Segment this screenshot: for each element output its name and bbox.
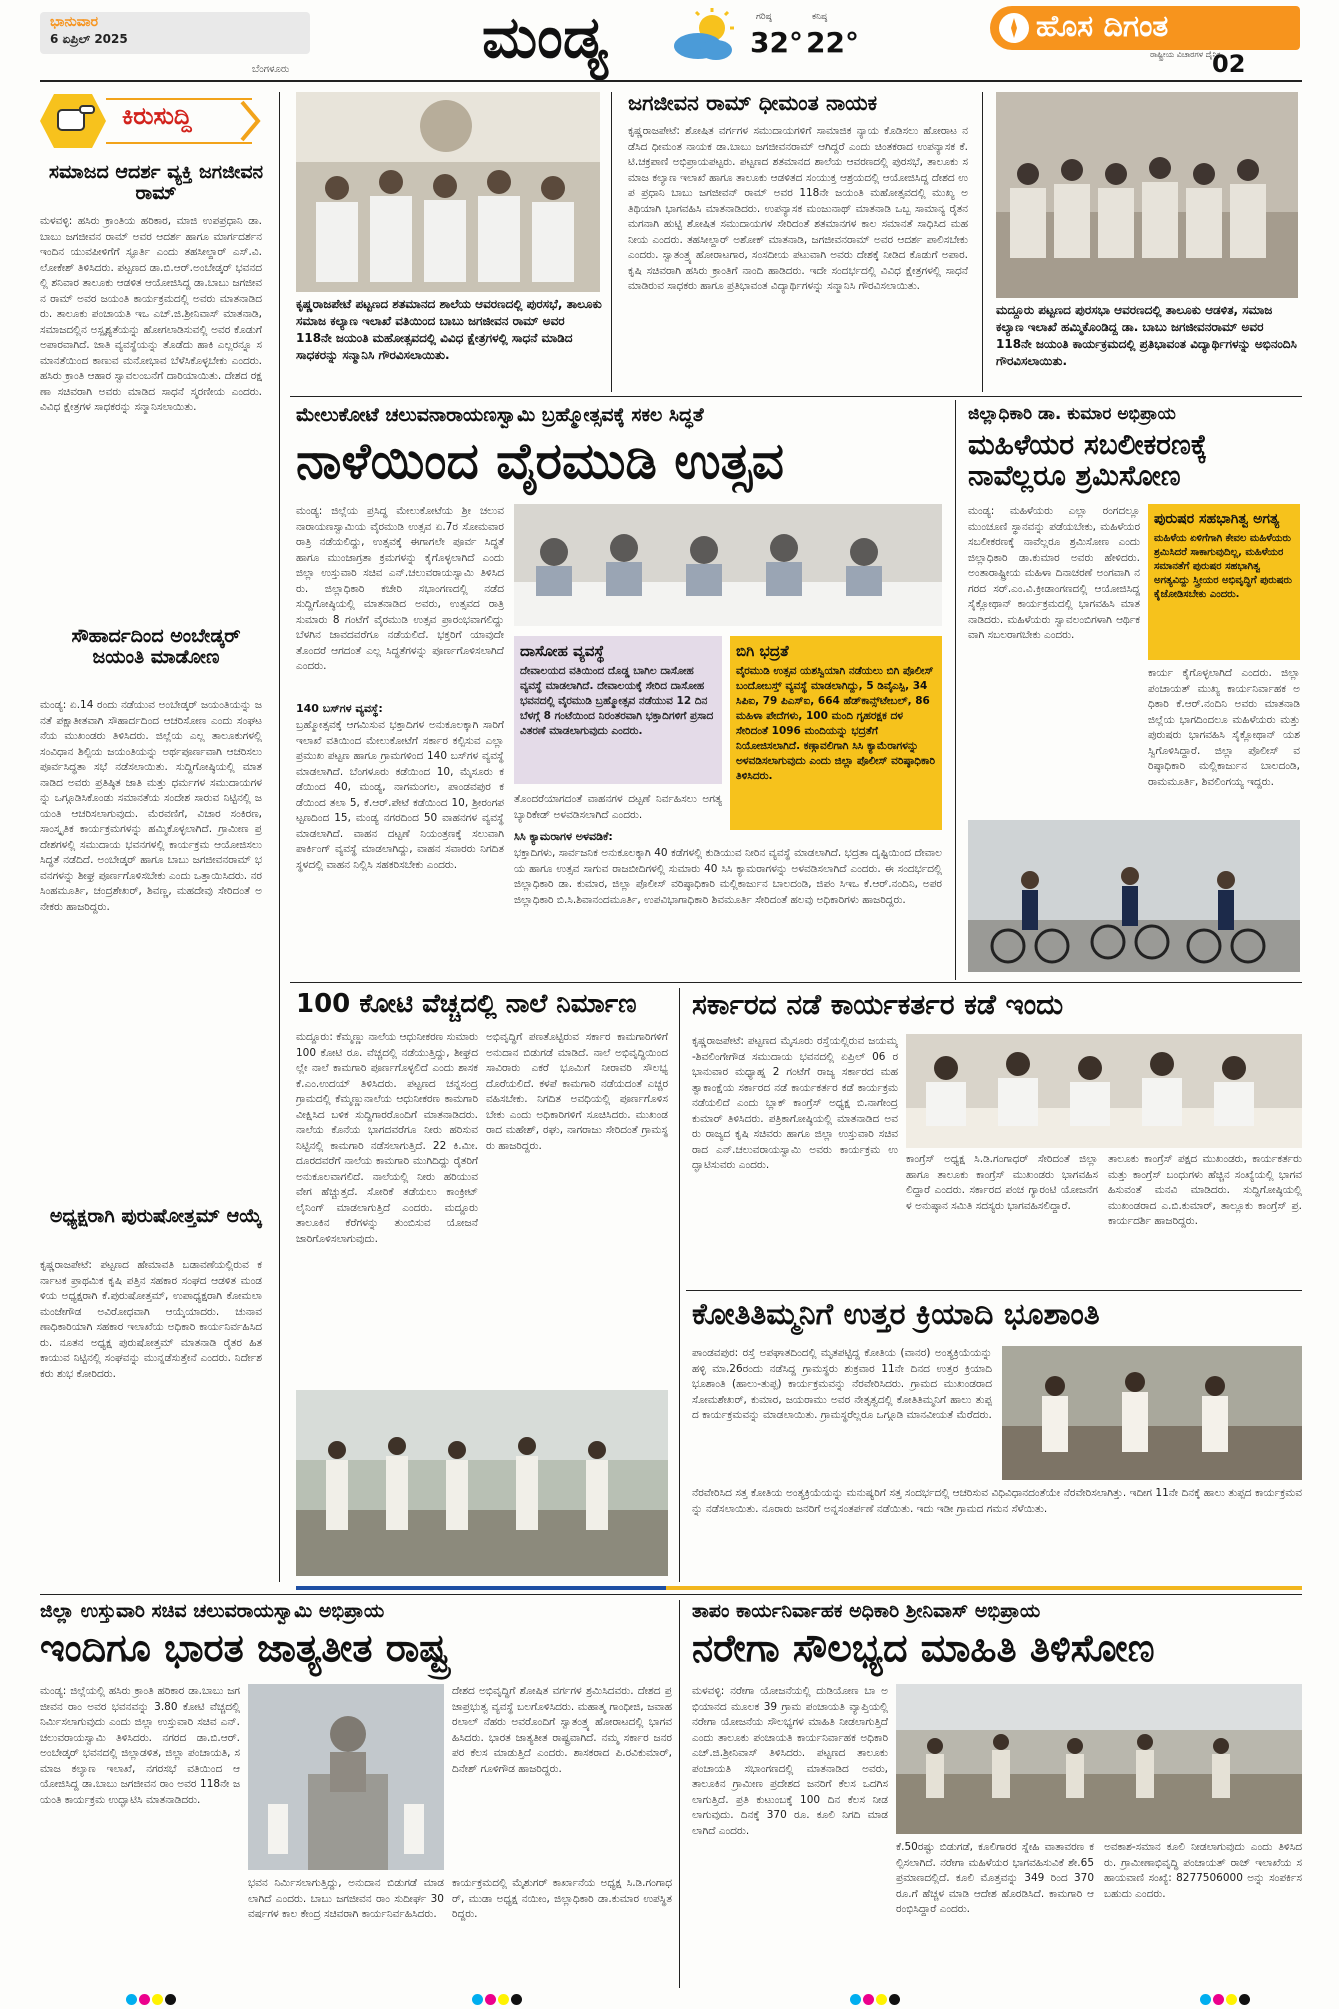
hosadiganta-logo-icon	[998, 12, 1030, 44]
top-row-bottom-rule	[290, 396, 1302, 397]
hand-pointing-icon	[40, 92, 106, 150]
chevron-right-icon	[240, 100, 262, 142]
bottom-row-top-rule	[40, 1594, 1302, 1595]
kirusuddi-story2-body: ಮಂಡ್ಯ: ಏ.14 ರಂದು ನಡೆಯುವ ಅಂಬೇಡ್ಕರ್ ಜಯಂತಿಯನ್ನು ಜನತೆ ಪಕ್ಷಾತೀತವಾಗಿ ಸೌಹಾರ್ದದಿಂದ ಆಚರಿಸೋಣ ಎಂದು ಸಂಘಟನೆಯ ಮುಖಂಡರು ತಿಳಿಸಿದರು. ಜಿಲ್ಲೆಯ ಎಲ್ಲ ತಾಲೂಕುಗಳಲ್ಲಿ ಸಂವಿಧಾನ ಶಿಲ್ಪಿಯ ಜಯಂತಿಯನ್ನು ಅರ್ಥಪೂರ್ಣವಾಗಿ ಆಚರಿಸಲು ಪೂರ್ವಸಿದ್ಧತಾ ಸಭೆ ನಡೆಸಲಾಯಿತು. ಸುದ್ದಿಗೋಷ್ಠಿಯಲ್ಲಿ ಮಾತನಾಡಿದ ಅವರು ಪ್ರತಿಷ್ಠಿತ ಜಾತಿ ಮತ್ತು ಧರ್ಮಗಳ ಸಮುದಾಯಗಳನ್ನು ಒಗ್ಗೂಡಿಸಿಕೊಂಡು ಸಮಾನತೆಯ ಸಂದೇಶ ಸಾರುವ ನಿಟ್ಟಿನಲ್ಲಿ ಜಯಂತಿ ಆಚರಿಸಲಾಗುವುದು. ಮೆರವಣಿಗೆ, ವಿಚಾರ ಸಂಕಿರಣ, ಸಾಂಸ್ಕೃತಿಕ ಕಾರ್ಯಕ್ರಮಗಳನ್ನು ಹಮ್ಮಿಕೊಳ್ಳಲಾಗಿದೆ. ಗ್ರಾಮೀಣ ಪ್ರದೇಶಗಳಲ್ಲಿ ಸಮುದಾಯ ಭವನಗಳಲ್ಲಿ ಕಾರ್ಯಕ್ರಮ ಆಯೋಜಿಸಲು ಸಿದ್ಧತೆ ನಡೆದಿದೆ. ಅಂಬೇಡ್ಕರ್ ಹಾಗೂ ಬಾಬು ಜಗಜೀವನರಾಮ್ ಭವನಗಳನ್ನು ಶೀಘ್ರ ಪೂರ್ಣಗೊಳಿಸಬೇಕು ಎಂದು ಒತ್ತಾಯಿಸಿದರು. ನರಸಿಂಹಮೂರ್ತಿ, ಚಂದ್ರಶೇಖರ್, ಶಿವಣ್ಣ, ಮಹದೇವು ಸೇರಿದಂತೆ ಅನೇಕರು ಹಾಜರಿದ್ದರು.	[40, 699, 262, 913]
bharatha-body4: ಕಾರ್ಯಕ್ರಮದಲ್ಲಿ ಮೈಶುಗರ್ ಕಾರ್ಖಾನೆಯ ಅಧ್ಯಕ್ಷ ಸಿ.ಡಿ.ಗಂಗಾಧರ್, ಮುಡಾ ಅಧ್ಯಕ್ಷ ನಯೀಂ, ಜಿಲ್ಲಾಧಿಕಾರಿ ಡಾ.ಕುಮಾರ ಉಪಸ್ಥಿತರಿದ್ದರು.	[452, 1877, 672, 1920]
bus-subhead: 140 ಬಸ್‌ಗಳ ವ್ಯವಸ್ಥೆ:	[296, 702, 383, 715]
women-body: ಮಂಡ್ಯ: ಮಹಿಳೆಯರು ಎಲ್ಲಾ ರಂಗದಲ್ಲೂ ಮುಂಚೂಣಿ ಸ್ಥಾನವನ್ನು ಪಡೆಯಬೇಕು, ಮಹಿಳೆಯರ ಸಬಲೀಕರಣಕ್ಕೆ ನಾವೆಲ್ಲರೂ ಶ್ರಮಿಸೋಣ ಎಂದು ಜಿಲ್ಲಾಧಿಕಾರಿ ಡಾ.ಕುಮಾರ ಅವರು ಹೇಳಿದರು. ಅಂತಾರಾಷ್ಟ್ರೀಯ ಮಹಿಳಾ ದಿನಾಚರಣೆ ಅಂಗವಾಗಿ ನಗರದ ಸರ್.ಎಂ.ವಿ.ಕ್ರೀಡಾಂಗಣದಲ್ಲಿ ಆಯೋಜಿಸಿದ್ದ ಸೈಕ್ಲೋಥಾನ್ ಕಾರ್ಯಕ್ರಮದಲ್ಲಿ ಭಾಗವಹಿಸಿ ಮಾತನಾಡಿದರು. ಮಹಿಳೆಯರು ಸ್ವಾವಲಂಬಿಗಳಾಗಿ ಆರ್ಥಿಕವಾಗಿ ಸಬಲರಾಗಬೇಕು ಎಂದರು.	[968, 505, 1140, 641]
women-kicker: ಜಿಲ್ಲಾಧಿಕಾರಿ ಡಾ. ಕುಮಾರ ಅಭಿಪ್ರಾಯ	[968, 404, 1176, 424]
bottom-color-rule-blue	[296, 1586, 666, 1590]
masthead-date: 6 ಏಪ್ರಿಲ್ 2025	[50, 32, 128, 46]
mid-row-bottom-rule	[290, 982, 1302, 983]
kirusuddi-column	[40, 92, 272, 1582]
security-body: ವೈರಮುಡಿ ಉತ್ಸವ ಯಶಸ್ವಿಯಾಗಿ ನಡೆಯಲು ಬಿಗಿ ಪೊಲೀಸ್ ಬಂದೋಬಸ್ತ್ ವ್ಯವಸ್ಥೆ ಮಾಡಲಾಗಿದ್ದು, 5 ಡಿವೈಎಸ್ಪಿ, 34 ಸಿಪಿಐ, 79 ಪಿಎಸ್ಐ, 664 ಹೆಡ್‌ಕಾನ್ಸ್‌ಟೇಬಲ್, 86 ಮಹಿಳಾ ಪೇದೆಗಳು, 100 ಮಂದಿ ಗೃಹರಕ್ಷಕ ದಳ ಸೇರಿದಂತೆ 1096 ಮಂದಿಯನ್ನು ಭದ್ರತೆಗೆ ನಿಯೋಜಿಸಲಾಗಿದೆ. ಕಣ್ಗಾವಲಿಗಾಗಿ ಸಿಸಿ ಕ್ಯಾಮೆರಾಗಳನ್ನು ಅಳವಡಿಸಲಾಗುವುದು ಎಂದು ಜಿಲ್ಲಾ ಪೊಲೀಸ್ ವರಿಷ್ಠಾಧಿಕಾರಿ ತಿಳಿಸಿದರು.	[736, 665, 936, 782]
narega-body2: ಕೆ.50ರಷ್ಟು ಬಿಡುಗಡೆ, ಕೂಲಿಗಾರರ ಸ್ನೇಹಿ ವಾತಾವರಣ ಕಲ್ಪಿಸಲಾಗಿದೆ. ನರೇಗಾ ಮಹಿಳೆಯರ ಭಾಗವಹಿಸುವಿಕೆ ಶೇ.65 ಪ್ರಮಾಣದಲ್ಲಿದೆ. ಕೂಲಿ ಮೊತ್ತವನ್ನು 349 ರಿಂದ 370ರೂ.ಗೆ ಹೆಚ್ಚಳ ಮಾಡಿ ಆದೇಶ ಹೊರಡಿಸಿದೆ. ಕಾಮಗಾರಿ ಆರಂಭಿಸಿದ್ದಾರೆ ಎಂದರು.	[896, 1841, 1094, 1915]
registration-marks-far-right	[1200, 1990, 1252, 2009]
masthead-city: ಬೆಂಗಳೂರು	[252, 64, 290, 75]
page-number: 02	[1212, 50, 1246, 78]
sarkara-bottom-rule	[686, 1290, 1302, 1291]
women-body2: ಕಾರ್ಯ ಕೈಗೊಳ್ಳಲಾಗಿದೆ ಎಂದರು. ಜಿಲ್ಲಾ ಪಂಚಾಯತ್ ಮುಖ್ಯ ಕಾರ್ಯನಿರ್ವಾಹಕ ಅಧಿಕಾರಿ ಕೆ.ಆರ್.ನಂದಿನಿ ಅವರು ಮಾತನಾಡಿ ಜಿಲ್ಲೆಯ ಭಾಗದಿಂದಲೂ ಮಹಿಳೆಯರು ಮತ್ತು ಪುರುಷರು ಭಾಗವಹಿಸಿ ಸೈಕ್ಲೋಥಾನ್ ಯಶಸ್ವಿಗೊಳಿಸಿದ್ದಾರೆ. ಜಿಲ್ಲಾ ಪೊಲೀಸ್ ವರಿಷ್ಠಾಧಿಕಾರಿ ಮಲ್ಲಿಕಾರ್ಜುನ ಬಾಲದಂಡಿ, ರಾಮಮೂರ್ತಿ, ಶಿವಲಿಂಗಯ್ಯ ಇದ್ದರು.	[1148, 667, 1300, 788]
canal-headline: 100 ಕೋಟಿ ವೆಚ್ಚದಲ್ಲಿ ನಾಲೆ ನಿರ್ಮಾಣ	[296, 989, 637, 1019]
masthead	[0, 0, 1339, 80]
vairamudi-kicker: ಮೇಲುಕೋಟೆ ಚಲುವನಾರಾಯಣಸ್ವಾಮಿ ಬ್ರಹ್ಮೋತ್ಸವಕ್ಕೆ ಸಕಲ ಸಿದ್ಧತೆ	[296, 404, 704, 426]
kirusuddi-story1-body: ಮಳವಳ್ಳಿ: ಹಸಿರು ಕ್ರಾಂತಿಯ ಹರಿಕಾರ, ಮಾಜಿ ಉಪಪ್ರಧಾನಿ ಡಾ.ಬಾಬು ಜಗಜೀವನ ರಾಮ್ ಅವರ ಆದರ್ಶ ಹಾಗೂ ಮಾರ್ಗದರ್ಶನ ಇಂದಿನ ಯುವಪೀಳಿಗೆಗೆ ಸ್ಫೂರ್ತಿ ಎಂದು ತಹಸೀಲ್ದಾರ್ ಎಸ್.ವಿ.ಲೋಕೇಶ್ ತಿಳಿಸಿದರು. ಪಟ್ಟಣದ ಡಾ.ಬಿ.ಆರ್.ಅಂಬೇಡ್ಕರ್ ಭವನದಲ್ಲಿ ಶನಿವಾರ ತಾಲೂಕು ಆಡಳಿತ ಆಯೋಜಿಸಿದ್ದ ಡಾ.ಬಾಬು ಜಗಜೀವನ ರಾಮ್ ಅವರ ಜಯಂತಿ ಕಾರ್ಯಕ್ರಮದಲ್ಲಿ ಅವರು ಮಾತನಾಡಿದರು. ತಾಲೂಕು ಪಂಚಾಯತಿ ಇಒ ಎಚ್.ಜಿ.ಶ್ರೀನಿವಾಸ್ ಮಾತನಾಡಿ, ಸಮಾಜದಲ್ಲಿನ ಅಸ್ಪೃಶ್ಯತೆಯನ್ನು ಹೋಗಲಾಡಿಸುವಲ್ಲಿ ಅವರ ಕೊಡುಗೆ ಅಪಾರವಾಗಿದೆ. ಜಾತಿ ವ್ಯವಸ್ಥೆಯನ್ನು ತೊಡೆದು ಹಾಕಿ ಎಲ್ಲರನ್ನೂ ಸಮಾನತೆಯಿಂದ ಕಾಣುವ ಮನೋಭಾವ ಬೆಳೆಸಿಕೊಳ್ಳಬೇಕು ಎಂದರು. ಹಸಿರು ಕ್ರಾಂತಿ ಆಹಾರ ಸ್ವಾವಲಂಬನೆಗೆ ದಾರಿಯಾಯಿತು. ದೇಶದ ರಕ್ಷಣಾ ಸಚಿವರಾಗಿ ಅವರು ಮಾಡಿದ ಸಾಧನೆ ಸ್ಮರಣೀಯ ಎಂದರು. ವಿವಿಧ ಕ್ಷೇತ್ರಗಳ ಸಾಧಕರನ್ನು ಸನ್ಮಾನಿಸಲಾಯಿತು.	[40, 215, 262, 413]
jagajeevan-body: ಕೃಷ್ಣರಾಜಪೇಟೆ: ಶೋಷಿತ ವರ್ಗಗಳ ಸಮುದಾಯಗಳಿಗೆ ಸಾಮಾಜಿಕ ನ್ಯಾಯ ಕೊಡಿಸಲು ಹೋರಾಟ ನಡೆಸಿದ ಧೀಮಂತ ನಾಯಕ ಡಾ.ಬಾಬು ಜಗಜೀವನರಾಮ್ ಆಗಿದ್ದರೆ ಎಂದು ಚಿಂತಕರಾದ ಉಪನ್ಯಾಸಕ ಕೆ.ಟಿ.ಚಕ್ರಪಾಣಿ ಅಭಿಪ್ರಾಯಪಟ್ಟರು. ಪಟ್ಟಣದ ಶತಮಾನದ ಶಾಲೆಯ ಆವರಣದಲ್ಲಿ ಪುರಸಭೆ, ತಾಲೂಕು ಸಮಾಜ ಕಲ್ಯಾಣ ಇಲಾಖೆ ಹಾಗೂ ತಾಲೂಕು ಆಡಳಿತದ ಸಂಯುಕ್ತ ಆಶ್ರಯದಲ್ಲಿ ಆಯೋಜಿಸಿದ್ದ ದೇಶದ ಉಪ ಪ್ರಧಾನಿ ಬಾಬು ಜಗಜೀವನ್ ರಾಮ್ ಅವರ 118ನೇ ಜಯಂತಿ ಮಹೋತ್ಸವದಲ್ಲಿ ಮುಖ್ಯ ಅತಿಥಿಯಾಗಿ ಭಾಗವಹಿಸಿ ಮಾತನಾಡಿದರು. ಉಪನ್ಯಾಸಕ ಮಂಜುನಾಥ್ ಮಾತನಾಡಿ ಒಬ್ಬ ಸಾಮಾನ್ಯ ರೈತನ ಮಗನಾಗಿ ಹುಟ್ಟಿ ಶೋಷಿತ ಸಮುದಾಯಗಳ ಸೇರಿದಂತೆ ಶತಮಾನಗಳ ಕಾಲ ಸಮಾನತೆ ಸಾಧಿಸಿದ ಮಹನೀಯ ಎಂದರು. ತಹಸೀಲ್ದಾರ್ ಅಶೋಕ್ ಮಾತನಾಡಿ, ಜಗಜೀವನರಾಮ್ ಅವರ ಆದರ್ಶ ಪಾಲಿಸಬೇಕು ಎಂದರು. ಸ್ವಾತಂತ್ರ್ಯ ಹೋರಾಟಗಾರ, ಸಂಸದೀಯ ಪಟುವಾಗಿ ಅವರು ದೇಶಕ್ಕೆ ನೀಡಿದ ಕೊಡುಗೆ ಅಪಾರ. ಕೃಷಿ ಸಚಿವರಾಗಿ ಹಸಿರು ಕ್ರಾಂತಿಗೆ ನಾಂದಿ ಹಾಡಿದರು. ಇದೇ ಸಂದರ್ಭದಲ್ಲಿ ವಿವಿಧ ಕ್ಷೇತ್ರಗಳಲ್ಲಿ ಸಾಧನೆ ಮಾಡಿರುವ ಸಾಧಕರು ಹಾಗೂ ಪ್ರತಿಭಾವಂತ ವಿದ್ಯಾರ್ಥಿಗಳನ್ನು ಸನ್ಮಾನಿಸಿ ಗೌರವಿಸಲಾಯಿತು.	[628, 125, 968, 292]
kirusuddi-story1-title: ಸಮಾಜದ ಆದರ್ಶ ವ್ಯಕ್ತಿ ಜಗಜೀವನ ರಾಮ್	[48, 161, 264, 204]
photo-congress-press-meet	[906, 1034, 1302, 1148]
lower-rule-1	[679, 988, 680, 1582]
masthead-rule	[40, 80, 1302, 82]
top-rule-2	[982, 92, 983, 392]
purushara-body: ಮಹಿಳೆಯ ಏಳಿಗೆಗಾಗಿ ಕೇವಲ ಮಹಿಳೆಯರು ಶ್ರಮಿಸಿದರೆ ಸಾಕಾಗುವುದಿಲ್ಲ, ಮಹಿಳೆಯರ ಸಮಾನತೆಗೆ ಪುರುಷರ ಸಹಭಾಗಿತ್ವ ಅಗತ್ಯವಿದ್ದು ಸ್ತ್ರೀಯರ ಅಭಿವೃದ್ಧಿಗೆ ಪುರುಷರು ಕೈಜೋಡಿಸಬೇಕು ಎಂದರು.	[1154, 533, 1292, 600]
min-temp-label: ಕನಿಷ್ಠ	[812, 12, 828, 22]
vairamudi-body-left2: ಬ್ರಹ್ಮೋತ್ಸವಕ್ಕೆ ಆಗಮಿಸುವ ಭಕ್ತಾದಿಗಳ ಅನುಕೂಲಕ್ಕಾಗಿ ಸಾರಿಗೆ ಇಲಾಖೆ ವತಿಯಿಂದ ಮೇಲುಕೋಟೆಗೆ ಸರ್ಕಾರ ಕಲ್ಪಿಸುವ ಎಲ್ಲಾ ಪ್ರಮುಖ ಪಟ್ಟಣ ಹಾಗೂ ಗ್ರಾಮಗಳಿಂದ 140 ಬಸ್‌ಗಳ ವ್ಯವಸ್ಥೆ ಮಾಡಲಾಗಿದೆ. ಬೆಂಗಳೂರು ಕಡೆಯಿಂದ 10, ಮೈಸೂರು ಕಡೆಯಿಂದ 40, ಮಂಡ್ಯ, ನಾಗಮಂಗಲ, ಪಾಂಡವಪುರ ಕಡೆಯಿಂದ ತಲಾ 5, ಕೆ.ಆರ್.ಪೇಟೆ ಕಡೆಯಿಂದ 10, ಶ್ರೀರಂಗಪಟ್ಟಣದಿಂದ 15, ಮಂಡ್ಯ ನಗರದಿಂದ 50 ವಾಹನಗಳ ವ್ಯವಸ್ಥೆ ಮಾಡಲಾಗಿದೆ. ವಾಹನ ದಟ್ಟಣೆ ನಿಯಂತ್ರಣಕ್ಕೆ ಸಲುವಾಗಿ ಪಾರ್ಕಿಂಗ್ ವ್ಯವಸ್ಥೆ ಮಾಡಲಾಗಿದ್ದು, ವಾಹನ ಸವಾರರು ನಿಗದಿತ ಸ್ಥಳದಲ್ಲಿ ವಾಹನ ನಿಲ್ಲಿಸಿ ಸಹಕರಿಸಬೇಕು ಎಂದರು.	[296, 719, 504, 871]
kothi-headline: ಕೋತಿತಿಮ್ಮನಿಗೆ ಉತ್ತರ ಕ್ರಿಯಾದಿ ಭೂಶಾಂತಿ	[692, 1297, 1100, 1332]
photo-maddur-caption: ಮದ್ದೂರು ಪಟ್ಟಣದ ಪುರಸಭಾ ಆವರಣದಲ್ಲಿ ತಾಲೂಕು ಆಡಳಿತ, ಸಮಾಜ ಕಲ್ಯಾಣ ಇಲಾಖೆ ಹಮ್ಮಿಕೊಂಡಿದ್ದ ಡಾ. ಬಾಬು ಜಗಜೀವನರಾಮ್ ಅವರ 118ನೇ ಜಯಂತಿ ಕಾರ್ಯಕ್ರಮದಲ್ಲಿ ಪ್ರತಿಭಾವಂತ ವಿದ್ಯಾರ್ಥಿಗಳನ್ನು ಅಭಿನಂದಿಸಿ ಗೌರವಿಸಲಾಯಿತು.	[996, 303, 1297, 368]
bharatha-headline: ಇಂದಿಗೂ ಭಾರತ ಜಾತ್ಯತೀತ ರಾಷ್ಟ್ರ	[40, 1626, 449, 1670]
registration-marks-right	[850, 1990, 902, 2009]
kothi-body2: ನೆರವೇರಿಸಿದ ಸತ್ತ ಕೋತಿಯ ಅಂತ್ಯಕ್ರಿಯೆಯನ್ನು ಮನುಷ್ಯರಿಗೆ ಸತ್ತ ಸಂದರ್ಭದಲ್ಲಿ ಆಚರಿಸುವ ವಿಧಿವಿಧಾನದಂತೆಯೇ ನೆರವೇರಿಸಲಾಗಿತ್ತು. ಇದೀಗ 11ನೇ ದಿನಕ್ಕೆ ಹಾಲು ತುಪ್ಪದ ಕಾರ್ಯಕ್ರಮವನ್ನು ನಡೆಸಲಾಯಿತು. ನೂರಾರು ಜನರಿಗೆ ಅನ್ನಸಂತರ್ಪಣೆ ನಡೆಯಿತು. ಇದು ಇಡೀ ಗ್ರಾಮದ ಗಮನ ಸೆಳೆಯಿತು.	[692, 1487, 1302, 1515]
photo-kothi-ritual	[1002, 1346, 1302, 1480]
purushara-title: ಪುರುಷರ ಸಹಭಾಗಿತ್ವ ಅಗತ್ಯ	[1154, 511, 1280, 527]
vairamudi-body-right2: ಭಕ್ತಾದಿಗಳು, ಸಾರ್ವಜನಿಕ ಅನುಕೂಲಕ್ಕಾಗಿ 40 ಕಡೆಗಳಲ್ಲಿ ಕುಡಿಯುವ ನೀರಿನ ವ್ಯವಸ್ಥೆ ಮಾಡಲಾಗಿದೆ. ಭದ್ರತಾ ದೃಷ್ಟಿಯಿಂದ ದೇವಾಲಯ ಹಾಗೂ ಉತ್ಸವ ಸಾಗುವ ರಾಜಬೀದಿಗಳಲ್ಲಿ ಸುಮಾರು 40 ಸಿಸಿ ಕ್ಯಾಮರಾಗಳನ್ನು ಅಳವಡಿಸಲಾಗಿದೆ ಎಂದರು. ಈ ಸಂದರ್ಭದಲ್ಲಿ ಜಿಲ್ಲಾಧಿಕಾರಿ ಡಾ. ಕುಮಾರ, ಜಿಲ್ಲಾ ಪೊಲೀಸ್ ವರಿಷ್ಠಾಧಿಕಾರಿ ಮಲ್ಲಿಕಾರ್ಜುನ ಬಾಲದಂಡಿ, ಜಿಪಂ ಸಿಇಒ ಕೆ.ಆರ್.ನಂದಿನಿ, ಅಪರ ಜಿಲ್ಲಾಧಿಕಾರಿ ಬಿ.ಸಿ.ಶಿವಾನಂದಮೂರ್ತಿ, ಉಪವಿಭಾಗಾಧಿಕಾರಿ ಶಿವಮೂರ್ತಿ ಸೇರಿದಂತೆ ಹಲವು ಅಧಿಕಾರಿಗಳು ಹಾಜರಿದ್ದರು.	[514, 847, 942, 906]
sarkara-headline: ಸರ್ಕಾರದ ನಡೆ ಕಾರ್ಯಕರ್ತರ ಕಡೆ ಇಂದು	[692, 988, 1064, 1021]
bharatha-body: ಮಂಡ್ಯ: ಜಿಲ್ಲೆಯಲ್ಲಿ ಹಸಿರು ಕ್ರಾಂತಿ ಹರಿಕಾರ ಡಾ.ಬಾಬು ಜಗಜೀವನ ರಾಂ ಅವರ ಭವನವನ್ನು 3.80 ಕೋಟಿ ವೆಚ್ಚದಲ್ಲಿ ನಿರ್ಮಿಸಲಾಗುವುದು ಎಂದು ಜಿಲ್ಲಾ ಉಸ್ತುವಾರಿ ಸಚಿವ ಎನ್.ಚಲುವರಾಯಸ್ವಾಮಿ ತಿಳಿಸಿದರು. ನಗರದ ಡಾ.ಬಿ.ಆರ್.ಅಂಬೇಡ್ಕರ್ ಭವನದಲ್ಲಿ ಜಿಲ್ಲಾಡಳಿತ, ಜಿಲ್ಲಾ ಪಂಚಾಯತಿ, ಸಮಾಜ ಕಲ್ಯಾಣ ಇಲಾಖೆ, ನಗರಸಭೆ ವತಿಯಿಂದ ಆಯೋಜಿಸಿದ್ದ ಡಾ.ಬಾಬು ಜಗಜೀವನ ರಾಂ ಅವರ 118ನೇ ಜಯಂತಿ ಕಾರ್ಯಕ್ರಮ ಉದ್ಘಾಟಿಸಿ ಮಾತನಾಡಿದರು.	[40, 1685, 240, 1806]
bottom-rule-mid	[679, 1600, 680, 1988]
sarkara-body: ಕೃಷ್ಣರಾಜಪೇಟೆ: ಪಟ್ಟಣದ ಮೈಸೂರು ರಸ್ತೆಯಲ್ಲಿರುವ ಜಯಮ್ಮ-ಶಿವಲಿಂಗೇಗೌಡ ಸಮುದಾಯ ಭವನದಲ್ಲಿ ಏಪ್ರಿಲ್ 06 ರ ಭಾನುವಾರ ಮಧ್ಯಾಹ್ನ 2 ಗಂಟೆಗೆ ರಾಜ್ಯ ಸರ್ಕಾರದ ಮಹತ್ವಾಕಾಂಕ್ಷೆಯ ಸರ್ಕಾರದ ನಡೆ ಕಾರ್ಯಕರ್ತರ ಕಡೆ ಕಾರ್ಯಕ್ರಮ ನಡೆಯಲಿದೆ ಎಂದು ಬ್ಲಾಕ್ ಕಾಂಗ್ರೆಸ್ ಅಧ್ಯಕ್ಷ ಬಿ.ನಾಗೇಂದ್ರಕುಮಾರ್ ತಿಳಿಸಿದರು. ಪತ್ರಿಕಾಗೋಷ್ಠಿಯಲ್ಲಿ ಮಾತನಾಡಿದ ಅವರು ರಾಜ್ಯದ ಕೃಷಿ ಸಚಿವರು ಹಾಗೂ ಜಿಲ್ಲಾ ಉಸ್ತುವಾರಿ ಸಚಿವರಾದ ಎನ್.ಚಲುವರಾಯಸ್ವಾಮಿ ಅವರು ಕಾರ್ಯಕ್ರಮ ಉದ್ಘಾಟಿಸುವರು ಎಂದರು.	[692, 1035, 898, 1171]
dasoha-box	[514, 636, 722, 784]
max-temp-label: ಗರಿಷ್ಠ	[756, 12, 772, 22]
bottom-color-rule-yellow	[666, 1586, 1302, 1590]
kirusuddi-banner	[40, 92, 262, 150]
canal-body: ಮದ್ದೂರು: ಕೆಮ್ಮಣ್ಣು ನಾಲೆಯ ಆಧುನೀಕರಣ ಸುಮಾರು 100 ಕೋಟಿ ರೂ. ವೆಚ್ಚದಲ್ಲಿ ನಡೆಯುತ್ತಿದ್ದು, ಶೀಘ್ರದಲ್ಲೇ ನಾಲೆ ಕಾಮಗಾರಿ ಪೂರ್ಣಗೊಳ್ಳಲಿದೆ ಎಂದು ಶಾಸಕ ಕೆ.ಎಂ.ಉದಯ್ ತಿಳಿಸಿದರು. ಪಟ್ಟಣದ ಚನ್ನಸಂದ್ರ ಗ್ರಾಮದಲ್ಲಿ ಕೆಮ್ಮಣ್ಣುನಾಲೆಯ ಆಧುನೀಕರಣ ಕಾಮಗಾರಿ ವೀಕ್ಷಿಸಿದ ಬಳಿಕ ಸುದ್ದಿಗಾರರೊಂದಿಗೆ ಮಾತನಾಡಿದರು. ನಾಲೆಯ ಕೊನೆಯ ಭಾಗದವರೆಗೂ ನೀರು ಹರಿಸುವ ನಿಟ್ಟಿನಲ್ಲಿ ಕಾಮಗಾರಿ ನಡೆಸಲಾಗುತ್ತಿದೆ. 22 ಕಿ.ಮೀ.ದೂರದವರೆಗೆ ನಾಲೆಯ ಕಾಮಗಾರಿ ಮುಗಿದಿದ್ದು ರೈತರಿಗೆ ಅನುಕೂಲವಾಗಲಿದೆ. ನಾಲೆಯಲ್ಲಿ ನೀರು ಹರಿಯುವ ವೇಗ ಹೆಚ್ಚುತ್ತದೆ. ಸೋರಿಕೆ ತಡೆಯಲು ಕಾಂಕ್ರೀಟ್ ಲೈನಿಂಗ್ ಮಾಡಲಾಗುತ್ತಿದೆ ಎಂದರು. ಮದ್ದೂರು ತಾಲೂಕಿನ ಕೆರೆಗಳನ್ನು ತುಂಬಿಸುವ ಯೋಜನೆ ಜಾರಿಗೊಳಿಸಲಾಗುವುದು.	[296, 1031, 478, 1245]
vairamudi-body-right: ತೊಂದರೆಯಾಗದಂತೆ ವಾಹನಗಳ ದಟ್ಟಣೆ ನಿರ್ವಹಿಸಲು ಅಗತ್ಯ ಬ್ಯಾರಿಕೇಡ್ ಅಳವಡಿಸಲಾಗಿದೆ ಎಂದರು.	[514, 793, 722, 821]
bharatha-body3: ಭವನ ನಿರ್ಮಿಸಲಾಗುತ್ತಿದ್ದು, ಅನುದಾನ ಬಿಡುಗಡೆ ಮಾಡಲಾಗಿದೆ ಎಂದರು. ಬಾಬು ಜಗಜೀವನ ರಾಂ ಸುದೀರ್ಘ 30 ವರ್ಷಗಳ ಕಾಲ ಕೇಂದ್ರ ಸಚಿವರಾಗಿ ಕಾರ್ಯನಿರ್ವಹಿಸಿದರು.	[248, 1877, 444, 1920]
photo-narega-workers	[896, 1684, 1302, 1834]
jagajeevan-title: ಜಗಜೀವನ ರಾಮ್ ಧೀಮಂತ ನಾಯಕ	[628, 91, 878, 115]
narega-body3: ಅವಕಾಶ-ಸಮಾನ ಕೂಲಿ ನೀಡಲಾಗುವುದು ಎಂದು ತಿಳಿಸಿದರು. ಗ್ರಾಮೀಣಾಭಿವೃದ್ಧಿ ಪಂಚಾಯತ್ ರಾಜ್ ಇಲಾಖೆಯ ಸಹಾಯವಾಣಿ ಸಂಖ್ಯೆ: 8277506000 ಅನ್ನು ಸಂಪರ್ಕಿಸಬಹುದು ಎಂದರು.	[1104, 1841, 1302, 1900]
registration-marks-center	[472, 1990, 524, 2009]
masthead-day: ಭಾನುವಾರ	[50, 14, 99, 30]
bharatha-kicker: ಜಿಲ್ಲಾ ಉಸ್ತುವಾರಿ ಸಚಿವ ಚಲುವರಾಯಸ್ವಾಮಿ ಅಭಿಪ್ರಾಯ	[40, 1600, 385, 1622]
cctv-subhead: ಸಿಸಿ ಕ್ಯಾಮರಾಗಳ ಅಳವಡಿಕೆ:	[514, 830, 613, 843]
narega-body: ಮಳವಳ್ಳಿ: ನರೇಗಾ ಯೋಜನೆಯಲ್ಲಿ ದುಡಿಯೋಣ ಬಾ ಅಭಿಯಾನದ ಮೂಲಕ 39 ಗ್ರಾಮ ಪಂಚಾಯತಿ ವ್ಯಾಪ್ತಿಯಲ್ಲಿ ನರೇಗಾ ಯೋಜನೆಯ ಸೌಲಭ್ಯಗಳ ಮಾಹಿತಿ ನೀಡಲಾಗುತ್ತಿದೆ ಎಂದು ತಾಲೂಕು ಪಂಚಾಯತಿ ಕಾರ್ಯನಿರ್ವಾಹಕ ಅಧಿಕಾರಿ ಎಚ್.ಜಿ.ಶ್ರೀನಿವಾಸ್ ತಿಳಿಸಿದರು. ಪಟ್ಟಣದ ತಾಲೂಕು ಪಂಚಾಯತಿ ಸಭಾಂಗಣದಲ್ಲಿ ಮಾತನಾಡಿದ ಅವರು, ತಾಲೂಕಿನ ಗ್ರಾಮೀಣ ಪ್ರದೇಶದ ಜನರಿಗೆ ಕೆಲಸ ಒದಗಿಸಲಾಗುತ್ತಿದೆ. ಪ್ರತಿ ಕುಟುಂಬಕ್ಕೆ 100 ದಿನ ಕೆಲಸ ನೀಡಲಾಗುವುದು. ದಿನಕ್ಕೆ 370 ರೂ. ಕೂಲಿ ನಿಗದಿ ಮಾಡಲಾಗಿದೆ ಎಂದರು.	[692, 1685, 888, 1837]
kirusuddi-label: ಕಿರುಸುದ್ದಿ	[122, 102, 192, 130]
bharatha-body2: ದೇಶದ ಅಭಿವೃದ್ಧಿಗೆ ಶೋಷಿತ ವರ್ಗಗಳ ಶ್ರಮಿಸಿದವರು. ದೇಶದ ಪ್ರಜಾಪ್ರಭುತ್ವ ವ್ಯವಸ್ಥೆ ಬಲಗೊಳಿಸಿದರು. ಮಹಾತ್ಮ ಗಾಂಧೀಜಿ, ಜವಾಹರಲಾಲ್ ನೆಹರು ಅವರೊಂದಿಗೆ ಸ್ವಾತಂತ್ರ್ಯ ಹೋರಾಟದಲ್ಲಿ ಭಾಗವಹಿಸಿದರು. ಭಾರತ ಜಾತ್ಯತೀತ ರಾಷ್ಟ್ರವಾಗಿದೆ. ನಮ್ಮ ಸರ್ಕಾರ ಜನರ ಪರ ಕೆಲಸ ಮಾಡುತ್ತಿದೆ ಎಂದರು. ಶಾಸಕರಾದ ಪಿ.ರವಿಕುಮಾರ್, ದಿನೇಶ್ ಗೂಳಿಗೌಡ ಹಾಜರಿದ್ದರು.	[452, 1685, 672, 1775]
photo-maddur-students	[996, 92, 1298, 298]
paper-tagline: ರಾಷ್ಟ್ರೀಯ ವಿಚಾರಗಳ ದೈನಿಕ	[1150, 50, 1221, 59]
kirusuddi-story3-title: ಅಧ್ಯಕ್ಷರಾಗಿ ಪುರುಷೋತ್ತಮ್ ಆಯ್ಕೆ	[49, 1205, 263, 1227]
vairamudi-body-left: ಮಂಡ್ಯ: ಜಿಲ್ಲೆಯ ಪ್ರಸಿದ್ಧ ಮೇಲುಕೋಟೆಯ ಶ್ರೀ ಚಲುವನಾರಾಯಣಸ್ವಾಮಿಯ ವೈರಮುಡಿ ಉತ್ಸವ ಏ.7ರ ಸೋಮವಾರ ರಾತ್ರಿ ನಡೆಯಲಿದ್ದು, ಉತ್ಸವಕ್ಕೆ ಈಗಾಗಲೇ ಪೂರ್ವ ಸಿದ್ಧತೆ ಹಾಗೂ ಮುಂಜಾಗ್ರತಾ ಕ್ರಮಗಳನ್ನು ಕೈಗೊಳ್ಳಲಾಗಿದೆ ಎಂದು ಜಿಲ್ಲಾ ಉಸ್ತುವಾರಿ ಸಚಿವ ಎನ್.ಚಲುವರಾಯಸ್ವಾಮಿ ತಿಳಿಸಿದರು. ಜಿಲ್ಲಾಧಿಕಾರಿ ಕಚೇರಿ ಸಭಾಂಗಣದಲ್ಲಿ ನಡೆದ ಸುದ್ದಿಗೋಷ್ಠಿಯಲ್ಲಿ ಮಾತನಾಡಿದ ಅವರು, ಉತ್ಸವದ ರಾತ್ರಿ ಸುಮಾರು 8 ಗಂಟೆಗೆ ವೈರಮುಡಿ ಉತ್ಸವ ಪ್ರಾರಂಭವಾಗಲಿದ್ದು ಬೆಳಗಿನ ಜಾವದವರೆಗೂ ನಡೆಯಲಿದೆ. ಭಕ್ತರಿಗೆ ಯಾವುದೇ ತೊಂದರೆ ಆಗದಂತೆ ಎಲ್ಲ ಸಿದ್ಧತೆಗಳನ್ನು ಪೂರ್ಣಗೊಳಿಸಲಾಗಿದೆ ಎಂದರು.	[296, 505, 504, 672]
purushara-box	[1148, 504, 1300, 660]
mid-rule-1	[955, 400, 956, 980]
photo-cyclothon	[968, 820, 1300, 972]
top-rule-1	[611, 92, 612, 392]
paper-name: ಹೊಸ ದಿಗಂತ	[1036, 9, 1169, 44]
sarkara-caption2: ತಾಲೂಕು ಕಾಂಗ್ರೆಸ್ ಪಕ್ಷದ ಮುಖಂಡರು, ಕಾರ್ಯಕರ್ತರು ಮತ್ತು ಕಾಂಗ್ರೆಸ್ ಬಂಧುಗಳು ಹೆಚ್ಚಿನ ಸಂಖ್ಯೆಯಲ್ಲಿ ಭಾಗವಹಿಸುವಂತೆ ಮನವಿ ಮಾಡಿದರು. ಸುದ್ದಿಗೋಷ್ಠಿಯಲ್ಲಿ ಮುಖಂಡರಾದ ಎ.ಬಿ.ಕುಮಾರ್, ತಾಲ್ಲೂಕು ಕಾಂಗ್ರೆಸ್ ಪ್ರ.ಕಾರ್ಯದರ್ಶಿ ಹಾಜರಿದ್ದರು.	[1108, 1153, 1302, 1227]
photo-jagajeevan-statue	[248, 1684, 444, 1870]
dasoha-body: ದೇವಾಲಯದ ವತಿಯಿಂದ ದೊಡ್ಡ ಬಾಗಿಲ ದಾಸೋಹ ವ್ಯವಸ್ಥೆ ಮಾಡಲಾಗಿದೆ. ದೇವಾಲಯಕ್ಕೆ ಸೇರಿದ ದಾಸೋಹ ಭವನದಲ್ಲಿ ವೈರಮುಡಿ ಬ್ರಹ್ಮೋತ್ಸವ ನಡೆಯುವ 12 ದಿನ ಬೆಳಗ್ಗೆ 8 ಗಂಟೆಯಿಂದ ನಿರಂತರವಾಗಿ ಭಕ್ತಾದಿಗಳಿಗೆ ಪ್ರಸಾದ ವಿತರಣೆ ಮಾಡಲಾಗುವುದು ಎಂದರು.	[520, 665, 714, 737]
left-column-rule	[279, 92, 280, 1582]
photo-vairamudi-meeting	[514, 504, 942, 626]
women-headline: ಮಹಿಳೆಯರ ಸಬಲೀಕರಣಕ್ಕೆ ನಾವೆಲ್ಲರೂ ಶ್ರಮಿಸೋಣ	[968, 428, 1208, 492]
kirusuddi-story3-body: ಕೃಷ್ಣರಾಜಪೇಟೆ: ಪಟ್ಟಣದ ಹೇಮಾವತಿ ಬಡಾವಣೆಯಲ್ಲಿರುವ ಕರ್ನಾಟಕ ಪ್ರಾಥಮಿಕ ಕೃಷಿ ಪತ್ತಿನ ಸಹಕಾರ ಸಂಘದ ಆಡಳಿತ ಮಂಡಳಿಯ ಅಧ್ಯಕ್ಷರಾಗಿ ಕೆ.ಪುರುಷೋತ್ತಮ್, ಉಪಾಧ್ಯಕ್ಷರಾಗಿ ಕೋಮಲಾ ಮಂಜೇಗೌಡ ಅವಿರೋಧವಾಗಿ ಆಯ್ಕೆಯಾದರು. ಚುನಾವಣಾಧಿಕಾರಿಯಾಗಿ ಸಹಕಾರ ಇಲಾಖೆಯ ಅಧಿಕಾರಿ ಕಾರ್ಯನಿರ್ವಹಿಸಿದರು. ನೂತನ ಅಧ್ಯಕ್ಷ ಪುರುಷೋತ್ತಮ್ ಮಾತನಾಡಿ ರೈತರ ಹಿತ ಕಾಯುವ ನಿಟ್ಟಿನಲ್ಲಿ ಸಂಘವನ್ನು ಮುನ್ನಡೆಸುತ್ತೇನೆ ಎಂದರು. ನಿರ್ದೇಶಕರು ಶುಭ ಕೋರಿದರು.	[40, 1259, 262, 1380]
dasoha-title: ದಾಸೋಹ ವ್ಯವಸ್ಥೆ	[520, 642, 605, 660]
district-title: ಮಂಡ್ಯ	[482, 3, 608, 71]
photo-krpete-caption: ಕೃಷ್ಣರಾಜಪೇಟೆ ಪಟ್ಟಣದ ಶತಮಾನದ ಶಾಲೆಯ ಆವರಣದಲ್ಲಿ ಪುರಸಭೆ, ತಾಲೂಕು ಸಮಾಜ ಕಲ್ಯಾಣ ಇಲಾಖೆ ವತಿಯಿಂದ ಬಾಬು ಜಗಜೀವನ ರಾಮ್ ಅವರ 118ನೇ ಜಯಂತಿ ಮಹೋತ್ಸವದಲ್ಲಿ ವಿವಿಧ ಕ್ಷೇತ್ರಗಳಲ್ಲಿ ಸಾಧನೆ ಮಾಡಿದ ಸಾಧಕರನ್ನು ಸನ್ಮಾನಿಸಿ ಗೌರವಿಸಲಾಯಿತು.	[296, 297, 602, 362]
vairamudi-headline: ನಾಳೆಯಿಂದ ವೈರಮುಡಿ ಉತ್ಸವ	[296, 432, 784, 490]
security-box	[730, 636, 942, 830]
narega-kicker: ತಾಪಂ ಕಾರ್ಯನಿರ್ವಾಹಕ ಅಧಿಕಾರಿ ಶ್ರೀನಿವಾಸ್ ಅಭಿಪ್ರಾಯ	[692, 1600, 1041, 1622]
registration-marks-left	[126, 1990, 178, 2009]
max-temp: 32°	[750, 26, 803, 59]
security-title: ಬಿಗಿ ಭದ್ರತೆ	[736, 642, 789, 660]
min-temp: 22°	[806, 26, 859, 59]
narega-headline: ನರೇಗಾ ಸೌಲಭ್ಯದ ಮಾಹಿತಿ ತಿಳಿಸೋಣ	[692, 1626, 1155, 1670]
photo-krpete-felicitation	[296, 92, 600, 292]
photo-canal-inspection	[296, 1390, 668, 1576]
kothi-body: ಪಾಂಡವಪುರ: ರಸ್ತೆ ಅಪಘಾತದಿಂದಲ್ಲಿ ಮೃತಪಟ್ಟಿದ್ದ ಕೋತಿಯ (ವಾನರ) ಅಂತ್ಯಕ್ರಿಯೆಯನ್ನು ಹಳ್ಳಿ ಮಾ.26ರಂದು ನಡೆಸಿದ್ದ ಗ್ರಾಮಸ್ಥರು ಶುಕ್ರವಾರ 11ನೇ ದಿನದ ಉತ್ತರ ಕ್ರಿಯಾದಿ ಭೂಶಾಂತಿ (ಹಾಲು-ತುಪ್ಪ) ಕಾರ್ಯಕ್ರಮವನ್ನು ನೆರವೇರಿಸಿದರು. ಗ್ರಾಮದ ಮುಖಂಡರಾದ ಸೋಮಶೇಖರ್, ಕುಮಾರ, ಜಯರಾಮು ಅವರ ನೇತೃತ್ವದಲ್ಲಿ ಕೋತಿತಿಮ್ಮನಿಗೆ ಹಾಲು ತುಪ್ಪದ ಕಾರ್ಯಕ್ರಮವನ್ನು ಮಾಡಲಾಯಿತು. ಗ್ರಾಮಸ್ಥರೆಲ್ಲರೂ ಒಗ್ಗೂಡಿ ಮಾನವೀಯತೆ ಮೆರೆದರು.	[692, 1347, 992, 1421]
canal-body2: ಅಭಿವೃದ್ಧಿಗೆ ಪಣತೊಟ್ಟಿರುವ ಸರ್ಕಾರ ಕಾಮಗಾರಿಗಳಿಗೆ ಅನುದಾನ ಬಿಡುಗಡೆ ಮಾಡಿದೆ. ನಾಲೆ ಅಭಿವೃದ್ಧಿಯಿಂದ ಸಾವಿರಾರು ಎಕರೆ ಭೂಮಿಗೆ ನೀರಾವರಿ ಸೌಲಭ್ಯ ದೊರೆಯಲಿದೆ. ಕಳಪೆ ಕಾಮಗಾರಿ ನಡೆಯದಂತೆ ಎಚ್ಚರ ವಹಿಸಬೇಕು. ನಿಗದಿತ ಅವಧಿಯಲ್ಲಿ ಪೂರ್ಣಗೊಳಿಸಬೇಕು ಎಂದು ಅಧಿಕಾರಿಗಳಿಗೆ ಸೂಚಿಸಿದರು. ಮುಖಂಡರಾದ ಮಹೇಶ್, ರಘು, ನಾಗರಾಜು ಸೇರಿದಂತೆ ಗ್ರಾಮಸ್ಥರು ಹಾಜರಿದ್ದರು.	[486, 1031, 668, 1152]
sarkara-caption: ಕಾಂಗ್ರೆಸ್ ಅಧ್ಯಕ್ಷ ಸಿ.ಡಿ.ಗಂಗಾಧರ್ ಸೇರಿದಂತೆ ಜಿಲ್ಲಾ ಹಾಗೂ ತಾಲೂಕು ಕಾಂಗ್ರೆಸ್ ಮುಖಂಡರು ಭಾಗವಹಿಸಲಿದ್ದಾರೆ ಎಂದರು. ಸರ್ಕಾರದ ಪಂಚ ಗ್ಯಾರಂಟಿ ಯೋಜನೆಗಳ ಅನುಷ್ಠಾನ ಸಮಿತಿ ಸದಸ್ಯರು ಭಾಗವಹಿಸಲಿದ್ದಾರೆ.	[906, 1153, 1098, 1212]
weather-sun-cloud-icon	[668, 8, 740, 64]
kirusuddi-story2-title: ಸೌಹಾರ್ದದಿಂದ ಅಂಬೇಡ್ಕರ್ ಜಯಂತಿ ಮಾಡೋಣ	[71, 625, 241, 668]
